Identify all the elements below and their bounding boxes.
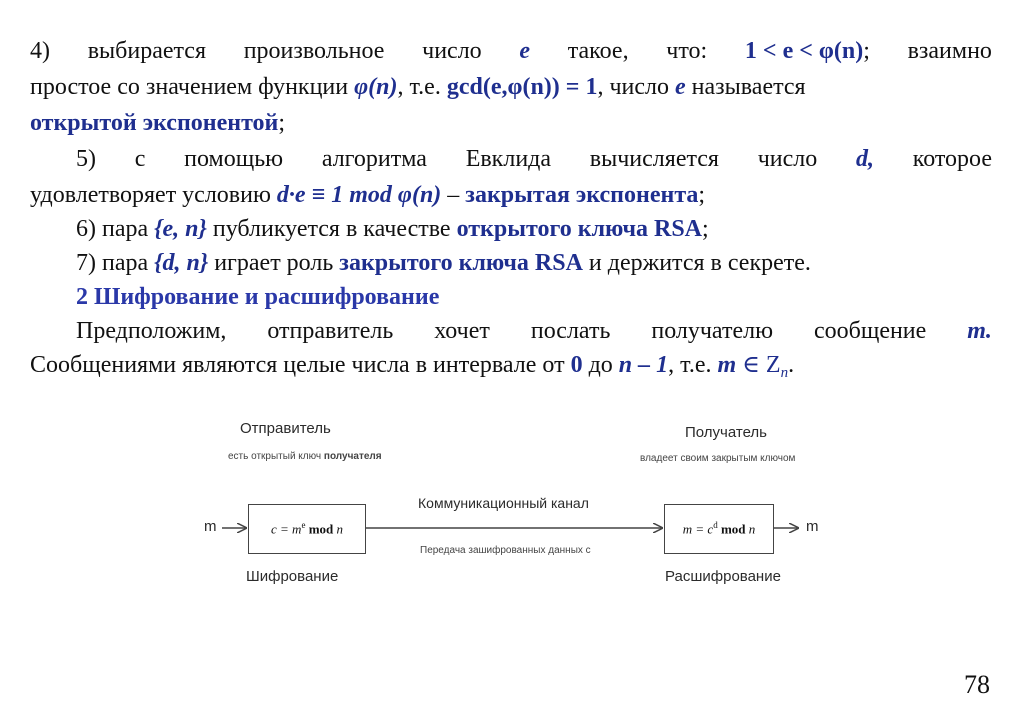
text-fragment: до: [582, 352, 619, 378]
word: взаимно: [907, 38, 992, 64]
sender-note-emphasis: получателя: [323, 451, 382, 462]
variable-d: d,: [856, 146, 874, 172]
page-number: 78: [964, 670, 990, 699]
range-end: n – 1: [618, 352, 669, 378]
decrypt-modulus: n: [748, 521, 756, 537]
text-fragment: 6) пара: [76, 216, 155, 242]
decryption-box: [664, 504, 774, 554]
decryption-label: Расшифрование: [665, 568, 781, 585]
word: вычисляется: [589, 146, 719, 172]
word: произвольное: [243, 38, 385, 64]
word: хочет: [434, 318, 490, 344]
term-private-exponent: закрытая экспонента: [465, 182, 699, 208]
word: число: [757, 146, 818, 172]
decrypt-exponent: d: [713, 520, 718, 531]
text-fragment: удовлетворяет условию: [30, 182, 277, 208]
text-fragment: простое со значением функции: [30, 74, 355, 100]
input-message-label: m: [204, 518, 217, 535]
channel-title: Коммуникационный канал: [418, 495, 589, 511]
decrypt-formula: m = c: [682, 521, 714, 537]
gcd-formula: gcd(e,φ(n)) = 1: [446, 74, 598, 100]
word: Евклида: [465, 146, 552, 172]
variable-e: e: [519, 38, 531, 64]
word: что:: [666, 38, 708, 64]
element-of-zn: ∈ Z: [736, 352, 781, 378]
inequality-formula: 1 < e < φ(n): [744, 38, 864, 64]
congruence-formula: d·e ≡ 1 mod φ(n): [276, 182, 442, 208]
sender-note-text: есть открытый ключ: [228, 451, 324, 462]
text-fragment: Сообщениями являются целые числа в интервале от: [30, 352, 571, 378]
word: которое: [912, 146, 992, 172]
text-fragment: , т.е.: [668, 352, 718, 378]
punctuation: .: [788, 352, 795, 378]
punctuation: ;: [698, 182, 706, 208]
section-heading: 2 Шифрование и расшифрование: [76, 284, 440, 310]
word: послать: [530, 318, 611, 344]
word: отправитель: [267, 318, 394, 344]
variable-m: m: [717, 352, 737, 378]
term-public-key: открытого ключа RSA: [456, 216, 703, 242]
encrypt-mod: mod: [305, 521, 337, 537]
word: Предположим,: [76, 318, 227, 344]
text-fragment: , т.е.: [397, 74, 447, 100]
punctuation: ;: [278, 110, 286, 136]
encryption-label: Шифрование: [246, 568, 339, 585]
text-fragment: называется: [685, 74, 806, 100]
punctuation: ;: [702, 216, 709, 242]
output-message-label: m: [806, 518, 819, 535]
term-private-key: закрытого ключа RSA: [339, 250, 583, 276]
text-fragment: , число: [597, 74, 676, 100]
zn-subscript: n: [780, 365, 789, 381]
word: такое,: [567, 38, 629, 64]
private-key-pair: {d, n}: [154, 250, 209, 276]
channel-note: Передача зашифрованных данных c: [420, 545, 591, 556]
encrypt-modulus: n: [336, 521, 343, 537]
item-number-5: 5): [76, 146, 96, 172]
receiver-title: Получатель: [685, 424, 767, 441]
phi-function: φ(n): [354, 74, 398, 100]
word: получателю: [651, 318, 774, 344]
text-fragment: и держится в секрете.: [582, 250, 811, 276]
variable-m: m.: [967, 318, 992, 344]
encrypt-formula: c = m: [271, 521, 302, 537]
word: выбирается: [87, 38, 206, 64]
term-public-exponent: открытой экспонентой: [30, 110, 279, 136]
text-fragment: 7) пара: [76, 250, 155, 276]
range-start: 0: [570, 352, 583, 378]
word: с: [134, 146, 146, 172]
text-fragment: играет роль: [208, 250, 340, 276]
sender-title: Отправитель: [240, 420, 331, 437]
punctuation: ;: [863, 38, 870, 64]
text-fragment: публикуется в качестве: [206, 216, 457, 242]
word: алгоритма: [321, 146, 427, 172]
sender-note: [228, 451, 382, 462]
word: сообщение: [813, 318, 927, 344]
text-fragment: –: [441, 182, 466, 208]
word: число: [422, 38, 482, 64]
receiver-note: владеет своим закрытым ключом: [640, 453, 796, 464]
decrypt-mod: mod: [717, 521, 749, 537]
encrypt-exponent: e: [301, 520, 306, 531]
word: помощью: [184, 146, 284, 172]
item-number-4: 4): [30, 38, 50, 64]
public-key-pair: {e, n}: [154, 216, 207, 242]
variable-e: e: [675, 74, 686, 100]
encryption-box: [248, 504, 366, 554]
